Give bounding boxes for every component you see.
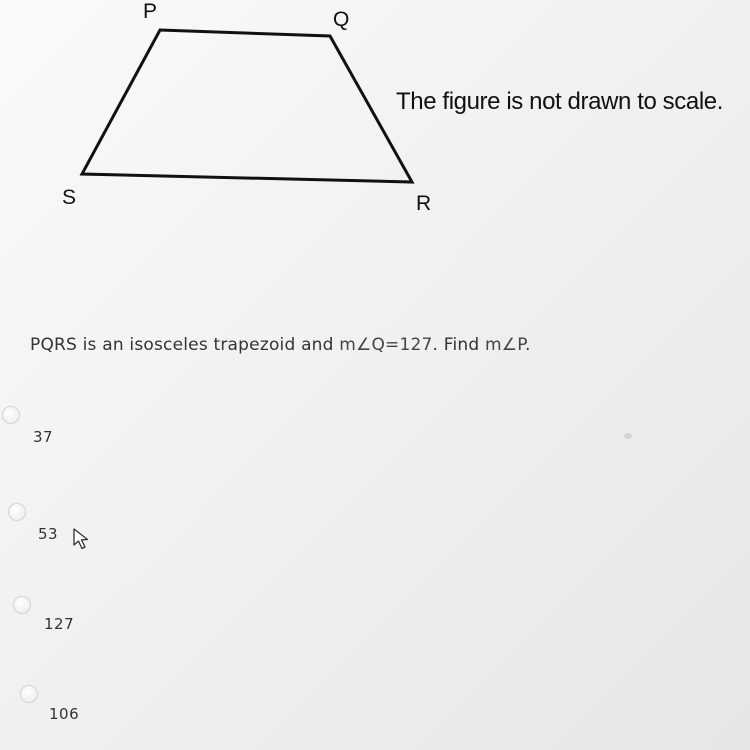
question-text bbox=[30, 335, 531, 355]
vertex-label-p: P bbox=[143, 0, 158, 23]
target-angle: m∠P bbox=[485, 335, 526, 355]
question-text-middle: . Find bbox=[432, 335, 485, 355]
choice-3-label[interactable]: 127 bbox=[44, 615, 75, 633]
choice-3-radio[interactable] bbox=[13, 596, 31, 614]
vertex-label-r: R bbox=[416, 192, 432, 215]
question-text-after: . bbox=[525, 335, 531, 355]
mouse-cursor-icon bbox=[72, 527, 94, 551]
vertex-label-s: S bbox=[62, 186, 77, 209]
given-angle: m∠Q=127 bbox=[339, 335, 433, 355]
question-text-before: PQRS is an isosceles trapezoid and bbox=[30, 335, 340, 355]
choice-1-label[interactable]: 37 bbox=[33, 428, 54, 446]
choice-1-radio[interactable] bbox=[2, 406, 20, 424]
choice-2-label[interactable]: 53 bbox=[38, 525, 59, 543]
choice-4-label[interactable]: 106 bbox=[49, 705, 80, 723]
scale-note: The figure is not drawn to scale. bbox=[396, 88, 723, 115]
choice-4-radio[interactable] bbox=[20, 685, 38, 703]
screen-smudge bbox=[624, 433, 632, 439]
choice-2-radio[interactable] bbox=[8, 503, 26, 521]
trapezoid-pqrs bbox=[82, 30, 412, 182]
vertex-label-q: Q bbox=[333, 8, 350, 31]
